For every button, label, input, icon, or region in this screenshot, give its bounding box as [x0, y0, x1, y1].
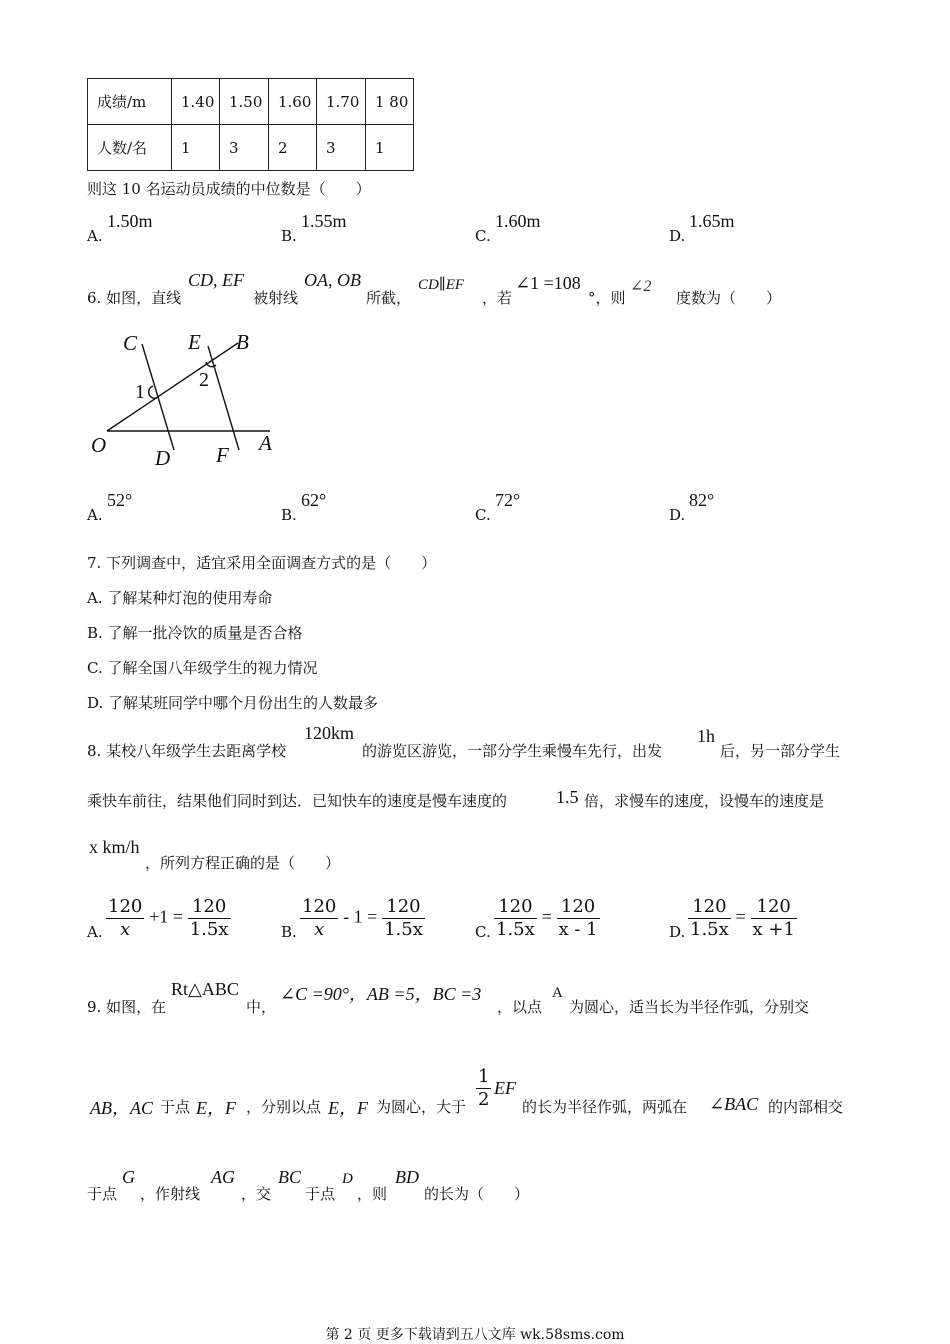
q6-math: ∠1 =108 — [515, 273, 581, 293]
table-cell: 3 — [317, 125, 366, 171]
q6-math: CD, EF — [188, 270, 244, 290]
fraction-numerator: 1 — [478, 1066, 490, 1087]
table-cell: 3 — [220, 125, 269, 171]
line-ef — [208, 346, 239, 450]
q8-option-d — [688, 896, 797, 941]
table-row — [88, 79, 414, 125]
q9-text: 的长为（ ） — [424, 1185, 530, 1203]
label-e: E — [188, 330, 201, 354]
equation-operator: +1 = — [149, 906, 183, 927]
fraction-numerator: 120 — [382, 896, 425, 919]
q6-option-a: 52° — [107, 490, 133, 510]
q8-option-b — [300, 896, 425, 941]
q6-label-a: A. — [87, 506, 103, 524]
label-c: C — [123, 331, 138, 355]
q9-text: ，交 — [241, 1185, 272, 1203]
q5-label-a: A. — [87, 227, 103, 245]
q8-label-b: B. — [281, 923, 297, 941]
q9-math: Rt△ABC — [171, 979, 239, 999]
q8-option-c — [494, 896, 600, 941]
q9-math: E，F — [328, 1098, 368, 1118]
table-cell: 成绩/m — [88, 79, 172, 125]
page-footer: 第 2 页 更多下载请到五八文库 wk.58sms.com — [325, 1327, 625, 1343]
q9-text: ，分别以点 — [246, 1098, 322, 1116]
q9-text: 于点 — [160, 1098, 191, 1116]
q6-text: 度数为（ ） — [676, 289, 782, 307]
q5-label-b: B. — [281, 227, 297, 245]
table-cell: 2 — [269, 125, 317, 171]
q7-option-d: D. 了解某班同学中哪个月份出生的人数最多 — [87, 694, 379, 712]
equation-operator: = — [541, 906, 552, 927]
q9-text: ，作射线 — [140, 1185, 201, 1203]
fraction-denominator: 1.5x — [189, 919, 229, 940]
fraction-denominator: 2 — [478, 1089, 490, 1110]
q5-option-c: 1.60m — [495, 211, 541, 231]
fraction-numerator: 120 — [751, 896, 797, 919]
table-cell: 1.40 — [172, 79, 220, 125]
parallel-lines-figure — [85, 328, 285, 473]
q8-text: 后，另一部分学生 — [720, 742, 841, 760]
q9-text: 为圆心，大于 — [376, 1098, 467, 1116]
q7-stem: 7. 下列调查中，适宜采用全面调查方式的是（ ） — [87, 554, 437, 572]
q6-option-b: 62° — [301, 490, 327, 510]
q8-text: 倍，求慢车的速度，设慢车的速度是 — [584, 792, 825, 810]
q8-math: 1h — [697, 726, 715, 746]
label-o: O — [91, 433, 107, 457]
q8-text: 的游览区游览，一部分学生乘慢车先行，出发 — [362, 742, 663, 760]
line-cd — [142, 344, 174, 450]
q9-math: ∠C =90°，AB =5，BC =3 — [280, 984, 482, 1004]
q9-math: BD — [395, 1167, 419, 1187]
q9-text: ，则 — [357, 1185, 388, 1203]
q9-text: 于点 — [87, 1185, 118, 1203]
table-cell: 1 — [366, 125, 414, 171]
fraction-numerator: 120 — [557, 896, 600, 919]
q9-text: 于点 — [305, 1185, 336, 1203]
q8-label-d: D. — [669, 923, 686, 941]
q8-text: ，所列方程正确的是（ ） — [145, 854, 341, 872]
q5-option-d: 1.65m — [689, 211, 735, 231]
q7-option-b: B. 了解一批冷饮的质量是否合格 — [87, 624, 303, 642]
q9-text: 的长为半径作弧，两弧在 — [522, 1098, 688, 1116]
label-angle-2: 2 — [199, 369, 209, 391]
label-a: A — [259, 431, 272, 455]
fraction-denominator: x — [314, 919, 325, 940]
q8-math: 1.5 — [556, 787, 579, 807]
q9-math: G — [122, 1167, 135, 1187]
ray-ob — [107, 343, 238, 431]
label-b: B — [236, 330, 249, 354]
fraction-numerator: 120 — [302, 896, 337, 917]
table-cell: 1.70 — [317, 79, 366, 125]
q6-math: ∠2 — [630, 278, 652, 295]
q5-label-d: D. — [669, 227, 686, 245]
q8-option-a — [106, 896, 231, 941]
label-angle-1: 1 — [135, 381, 145, 403]
table-cell: 1.50 — [220, 79, 269, 125]
q9-fraction-half — [476, 1066, 491, 1111]
equation-operator: = — [735, 906, 746, 927]
equation-operator: - 1 = — [343, 906, 378, 927]
table-cell: 1 — [172, 125, 220, 171]
q9-math: ∠BAC — [709, 1094, 759, 1114]
label-f: F — [216, 443, 229, 467]
q8-label-c: C. — [475, 923, 491, 941]
fraction-numerator: 120 — [494, 896, 537, 919]
q8-label-a: A. — [87, 923, 103, 941]
q6-text: 所截， — [366, 289, 412, 307]
q7-option-c: C. 了解全国八年级学生的视力情况 — [87, 659, 318, 677]
fraction-denominator: 1.5x — [384, 919, 423, 940]
q6-math: CD∥EF — [418, 277, 465, 293]
q9-math: E，F — [196, 1098, 236, 1118]
q9-math: AG — [211, 1167, 235, 1187]
q9-math: EF — [494, 1078, 516, 1098]
q5-label-c: C. — [475, 227, 491, 245]
q8-text: 8. 某校八年级学生去距离学校 — [87, 742, 287, 760]
fraction-numerator: 120 — [188, 896, 231, 919]
q6-text: ，若 — [482, 289, 513, 307]
q9-text: 9. 如图，在 — [87, 998, 167, 1016]
q9-math: BC — [278, 1167, 302, 1187]
q9-text: 中， — [246, 998, 277, 1016]
q5-option-a: 1.50m — [107, 211, 153, 231]
q7-option-a: A. 了解某种灯泡的使用寿命 — [87, 589, 273, 607]
q6-label-d: D. — [669, 506, 686, 524]
q6-math: OA, OB — [304, 270, 361, 290]
fraction-denominator: 1.5x — [690, 919, 729, 940]
score-table — [87, 78, 414, 171]
fraction-numerator: 120 — [688, 896, 731, 919]
q5-option-b: 1.55m — [301, 211, 347, 231]
q6-label-c: C. — [475, 506, 491, 524]
fraction-denominator: 1.5x — [496, 919, 535, 940]
q6-label-b: B. — [281, 506, 297, 524]
q8-math: x km/h — [89, 837, 140, 857]
q6-text: 被射线 — [253, 289, 299, 307]
fraction-denominator: x — [120, 919, 131, 940]
fraction-denominator: x +1 — [752, 919, 795, 940]
table-cell: 1.60 — [269, 79, 317, 125]
table-cell: 人数/名 — [88, 125, 172, 171]
label-d: D — [155, 446, 171, 470]
q9-text: 为圆心，适当长为半径作弧，分别交 — [569, 998, 810, 1016]
q5-stem: 则这 10 名运动员成绩的中位数是（ ） — [87, 180, 371, 198]
q6-option-d: 82° — [689, 490, 715, 510]
q9-math: A — [552, 985, 563, 1001]
q8-math: 120km — [304, 723, 355, 743]
q6-text: 6. 如图，直线 — [87, 289, 182, 307]
table-row — [88, 125, 414, 171]
q6-text: °，则 — [588, 289, 626, 307]
q9-math: AB，AC — [90, 1098, 153, 1118]
table-cell: 1 80 — [366, 79, 414, 125]
q9-text: 的内部相交 — [768, 1098, 844, 1116]
fraction-numerator: 120 — [108, 896, 143, 917]
q8-text: 乘快车前往，结果他们同时到达．已知快车的速度是慢车速度的 — [87, 792, 508, 810]
q9-math: D — [342, 1171, 353, 1187]
fraction-denominator: x - 1 — [558, 919, 598, 940]
q6-option-c: 72° — [495, 490, 521, 510]
q9-text: ，以点 — [497, 998, 543, 1016]
